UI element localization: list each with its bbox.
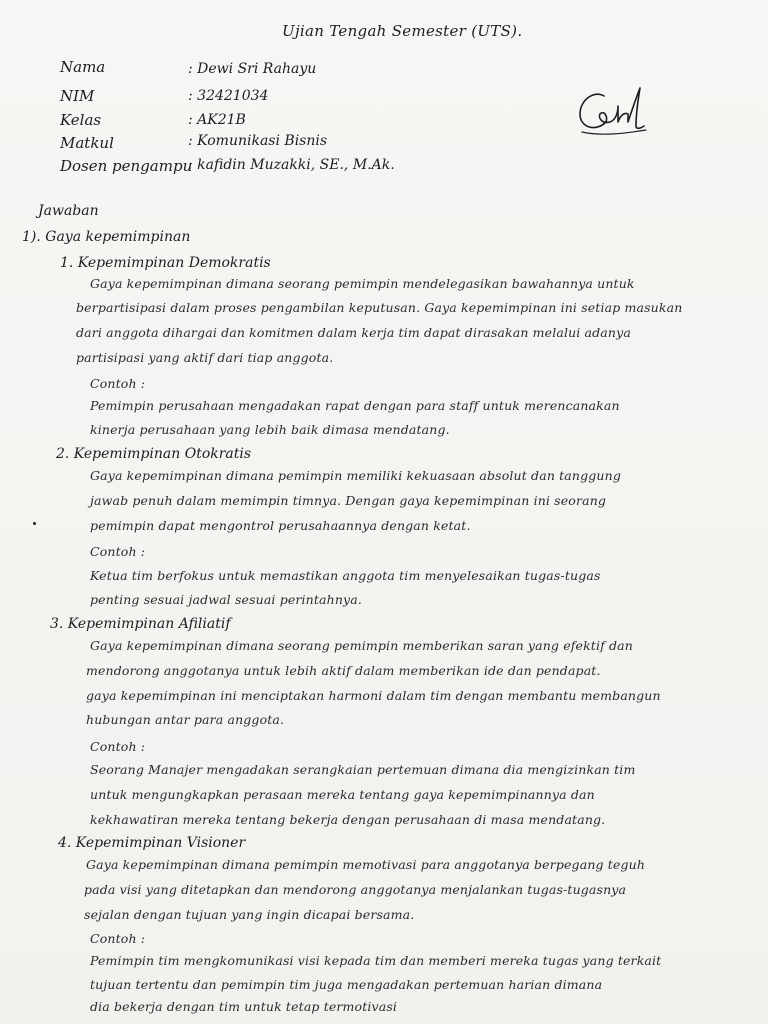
label-dosen: Dosen pengampu <box>60 157 193 175</box>
question-1: 1). Gaya kepemimpinan <box>22 229 191 245</box>
section-2-contoh-1: Ketua tim berfokus untuk memastikan anggota tim menyelesaikan tugas-tugas <box>90 568 601 583</box>
section-3-contoh-label: Contoh : <box>90 739 146 754</box>
section-2-line-1: Gaya kepemimpinan dimana pemimpin memiliki kekuasaan absolut dan tanggung <box>90 468 621 483</box>
section-1-heading: 1. Kepemimpinan Demokratis <box>60 255 271 271</box>
section-4-contoh-3: dia bekerja dengan tim untuk tetap termotivasi <box>90 999 398 1014</box>
section-3-heading: 3. Kepemimpinan Afiliatif <box>50 616 231 632</box>
label-matkul: Matkul <box>60 134 114 152</box>
section-4-contoh-2: tujuan tertentu dan pemimpin tim juga mengadakan pertemuan harian dimana <box>90 977 603 992</box>
value-nim: : 32421034 <box>188 88 269 104</box>
signature <box>574 80 654 140</box>
section-1-contoh-1: Pemimpin perusahaan mengadakan rapat dengan para staff untuk merencanakan <box>90 398 620 413</box>
section-4-contoh-1: Pemimpin tim mengkomunikasi visi kepada tim dan memberi mereka tugas yang terkait <box>90 953 662 968</box>
section-4-line-1: Gaya kepemimpinan dimana pemimpin memotivasi para anggotanya berpegang teguh <box>86 857 646 872</box>
label-nim: NIM <box>60 87 95 105</box>
section-4-contoh-label: Contoh : <box>90 931 146 946</box>
section-1-line-1: Gaya kepemimpinan dimana seorang pemimpin mendelegasikan bawahannya untuk <box>90 276 635 291</box>
margin-dot <box>33 522 36 525</box>
section-4-heading: 4. Kepemimpinan Visioner <box>58 835 246 851</box>
section-1-line-4: partisipasi yang aktif dari tiap anggota. <box>76 350 334 365</box>
label-nama: Nama <box>60 58 106 76</box>
section-3-contoh-2: untuk mengungkapkan perasaan mereka tentang gaya kepemimpinannya dan <box>90 787 595 802</box>
section-3-contoh-3: kekhawatiran mereka tentang bekerja dengan perusahaan di masa mendatang. <box>90 812 606 827</box>
section-1-contoh-label: Contoh : <box>90 376 146 391</box>
section-4-line-2: pada visi yang ditetapkan dan mendorong anggotanya menjalankan tugas-tugasnya <box>84 882 627 897</box>
section-2-line-3: pemimpin dapat mengontrol perusahaannya dengan ketat. <box>90 518 471 533</box>
section-2-contoh-label: Contoh : <box>90 544 146 559</box>
value-nama: : Dewi Sri Rahayu <box>188 61 317 77</box>
jawaban-heading: Jawaban <box>38 203 99 219</box>
section-3-line-4: hubungan antar para anggota. <box>86 712 285 727</box>
section-3-contoh-1: Seorang Manajer mengadakan serangkaian pertemuan dimana dia mengizinkan tim <box>90 762 636 777</box>
section-1-contoh-2: kinerja perusahaan yang lebih baik dimasa mendatang. <box>90 422 450 437</box>
value-kelas: : AK21B <box>188 112 246 128</box>
section-2-contoh-2: penting sesuai jadwal sesuai perintahnya. <box>90 592 362 607</box>
section-4-line-3: sejalan dengan tujuan yang ingin dicapai bersama. <box>84 907 415 922</box>
section-2-heading: 2. Kepemimpinan Otokratis <box>56 446 252 462</box>
section-3-line-1: Gaya kepemimpinan dimana seorang pemimpin memberikan saran yang efektif dan <box>90 638 633 653</box>
section-3-line-3: gaya kepemimpinan ini menciptakan harmoni dalam tim dengan membantu membangun <box>86 688 661 703</box>
page-title: Ujian Tengah Semester (UTS). <box>282 22 523 40</box>
section-1-line-2: berpartisipasi dalam proses pengambilan keputusan. Gaya kepemimpinan ini setiap masukan <box>76 300 683 315</box>
section-3-line-2: mendorong anggotanya untuk lebih aktif dalam memberikan ide dan pendapat. <box>86 663 601 678</box>
section-2-line-2: jawab penuh dalam memimpin timnya. Dengan gaya kepemimpinan ini seorang <box>90 493 607 508</box>
value-dosen: : kafidin Muzakki, SE., M.Ak. <box>188 157 395 173</box>
value-matkul: : Komunikasi Bisnis <box>188 133 328 149</box>
label-kelas: Kelas <box>60 111 102 129</box>
section-1-line-3: dari anggota dihargai dan komitmen dalam kerja tim dapat dirasakan melalui adanya <box>76 325 631 340</box>
